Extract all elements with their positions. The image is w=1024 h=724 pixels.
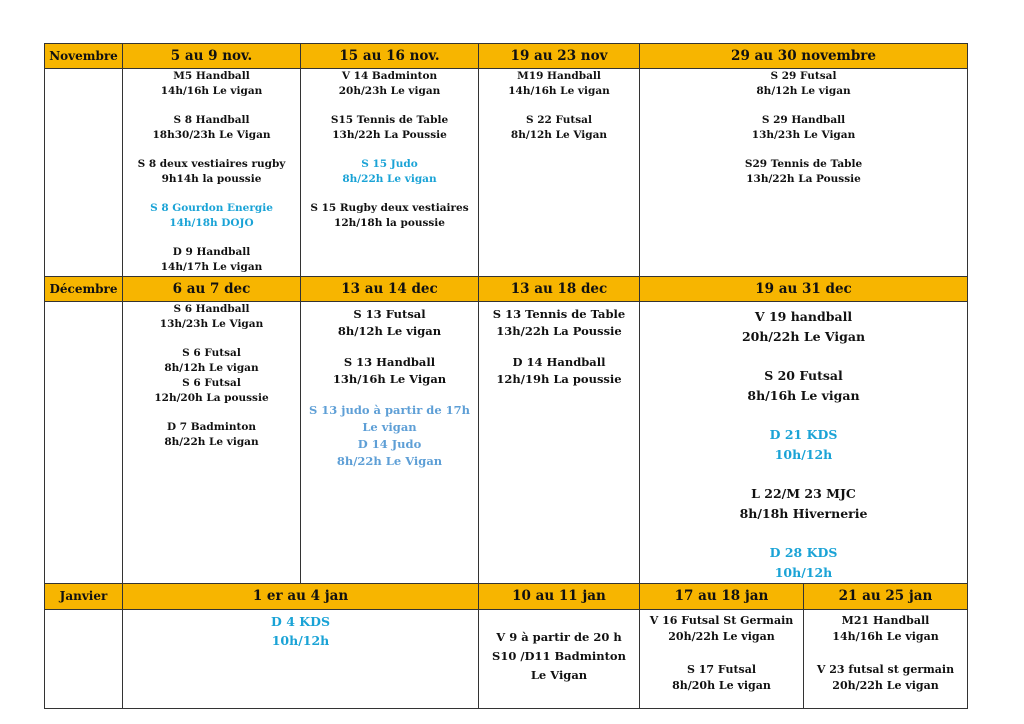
event-line: V 9 à partir de 20 h: [496, 629, 622, 644]
event-line: 12h/19h La poussie: [496, 372, 622, 387]
event-line: D 7 Badminton: [167, 421, 256, 434]
event-line: 13h/22h La Poussie: [332, 129, 447, 142]
event-line: 14h/16h Le vigan: [508, 85, 610, 98]
event-line: 20h/22h Le Vigan: [741, 328, 866, 344]
events-cell: [123, 302, 301, 584]
event-line: 8h/12h Le vigan: [337, 324, 442, 339]
event-line: S 20 Futsal: [764, 368, 843, 384]
event-line: M21 Handball: [841, 613, 930, 627]
event-line: 13h/22h La Poussie: [746, 173, 861, 186]
event-line: S10 /D11 Badminton: [492, 648, 626, 663]
event-line: 20h/23h Le vigan: [338, 85, 441, 98]
event-line-highlight: D 28 KDS: [769, 545, 838, 561]
month-spacer: [45, 609, 123, 708]
event-line: S 8 deux vestiaires rugby: [137, 158, 286, 171]
event-line-highlight: 8h/22h Le Vigan: [336, 454, 443, 469]
event-line: 13h/16h Le Vigan: [332, 372, 447, 387]
month-spacer: [45, 302, 123, 584]
event-line: 14h/17h Le vigan: [160, 261, 263, 274]
events-cell: [123, 69, 301, 277]
event-line: V 16 Futsal St Germain: [649, 613, 794, 627]
event-line: 18h30/23h Le Vigan: [152, 129, 271, 142]
event-line: S 13 Futsal: [353, 307, 426, 322]
event-line: V 14 Badminton: [341, 70, 438, 83]
event-line: V 23 futsal st germain: [816, 662, 955, 676]
events-cell: [301, 69, 479, 277]
events-cell: [479, 69, 640, 277]
event-line: M5 Handball: [173, 70, 250, 83]
content-row-january: [45, 609, 968, 708]
event-line-highlight: S 15 Judo: [361, 158, 418, 171]
event-line: S 6 Futsal: [182, 347, 241, 360]
event-line: S 13 Handball: [343, 355, 436, 370]
week-header: 1 er au 4 jan: [123, 584, 479, 609]
event-line: D 14 Handball: [512, 355, 606, 370]
event-line: 20h/22h Le vigan: [832, 678, 939, 692]
events-cell: [804, 609, 968, 708]
month-label-january: Janvier: [45, 584, 123, 609]
event-line: L 22/M 23 MJC: [751, 486, 856, 502]
event-line: 8h/20h Le vigan: [672, 678, 771, 692]
week-header: 21 au 25 jan: [804, 584, 968, 609]
event-line: 8h/22h Le vigan: [164, 436, 259, 449]
event-line-highlight: 14h/18h DOJO: [169, 217, 254, 230]
event-line: S 15 Rugby deux vestiaires: [310, 202, 469, 215]
week-header: 13 au 18 dec: [479, 277, 640, 302]
month-spacer: [45, 69, 123, 277]
events-cell: [640, 609, 804, 708]
event-line: 12h/20h La poussie: [154, 392, 269, 405]
event-line-highlight: 10h/12h: [774, 446, 833, 462]
event-line-highlight: 8h/22h Le vigan: [342, 173, 437, 186]
event-line-highlight: Le vigan: [362, 420, 417, 435]
event-line-highlight: D 14 Judo: [357, 437, 422, 452]
event-line: Le Vigan: [530, 667, 588, 682]
event-line: V 19 handball: [754, 309, 853, 325]
event-line: S29 Tennis de Table: [744, 158, 863, 171]
event-line: 13h/23h Le Vigan: [751, 129, 856, 142]
event-line: S 13 Tennis de Table: [492, 307, 626, 322]
events-cell: [123, 609, 479, 708]
week-header: 5 au 9 nov.: [123, 44, 301, 69]
event-line: S 22 Futsal: [526, 114, 592, 127]
content-row-december: [45, 302, 968, 584]
events-cell: [301, 302, 479, 584]
event-line: 12h/18h la poussie: [334, 217, 445, 230]
event-line: 8h/12h Le Vigan: [510, 129, 608, 142]
event-line: D 9 Handball: [172, 246, 251, 259]
event-line-highlight: 10h/12h: [271, 633, 330, 649]
month-label-november: Novembre: [45, 44, 123, 69]
event-line-highlight: S 13 judo à partir de 17h: [308, 403, 471, 418]
event-line-highlight: D 21 KDS: [769, 427, 838, 443]
event-line: 9h14h la poussie: [161, 173, 262, 186]
event-line: M19 Handball: [517, 70, 601, 83]
event-line: 8h/12h Le vigan: [756, 85, 851, 98]
week-header: 13 au 14 dec: [301, 277, 479, 302]
header-row-november: [45, 44, 968, 69]
event-line-highlight: D 4 KDS: [271, 613, 330, 629]
event-line: 8h/16h Le vigan: [747, 387, 860, 403]
content-row-november: [45, 69, 968, 277]
event-line-highlight: 10h/12h: [774, 564, 833, 580]
events-cell: [479, 302, 640, 584]
event-line: S 29 Futsal: [770, 70, 837, 83]
event-line: 8h/12h Le vigan: [164, 362, 259, 375]
week-header: 6 au 7 dec: [123, 277, 301, 302]
header-row-december: [45, 277, 968, 302]
schedule-table: [44, 43, 968, 709]
event-line: S15 Tennis de Table: [330, 114, 449, 127]
week-header: 29 au 30 novembre: [640, 44, 968, 69]
week-header: 17 au 18 jan: [640, 584, 804, 609]
header-row-january: [45, 584, 968, 609]
event-line: S 17 Futsal: [686, 662, 757, 676]
events-cell: [479, 609, 640, 708]
week-header: 19 au 23 nov: [479, 44, 640, 69]
event-line-highlight: S 8 Gourdon Energie: [150, 202, 273, 215]
event-line: 14h/16h Le vigan: [160, 85, 263, 98]
event-line: S 6 Handball: [173, 303, 250, 316]
event-line: S 8 Handball: [173, 114, 250, 127]
week-header: 15 au 16 nov.: [301, 44, 479, 69]
event-line: S 6 Futsal: [182, 377, 241, 390]
event-line: 14h/16h Le vigan: [832, 629, 939, 643]
event-line: 13h/22h La Poussie: [496, 324, 622, 339]
week-header: 19 au 31 dec: [640, 277, 968, 302]
event-line: 20h/22h Le vigan: [668, 629, 775, 643]
month-label-december: Décembre: [45, 277, 123, 302]
events-cell: [640, 69, 968, 277]
event-line: 8h/18h Hivernerie: [739, 505, 868, 521]
event-line: S 29 Handball: [761, 114, 846, 127]
event-line: 13h/23h Le Vigan: [159, 318, 264, 331]
week-header: 10 au 11 jan: [479, 584, 640, 609]
events-cell: [640, 302, 968, 584]
